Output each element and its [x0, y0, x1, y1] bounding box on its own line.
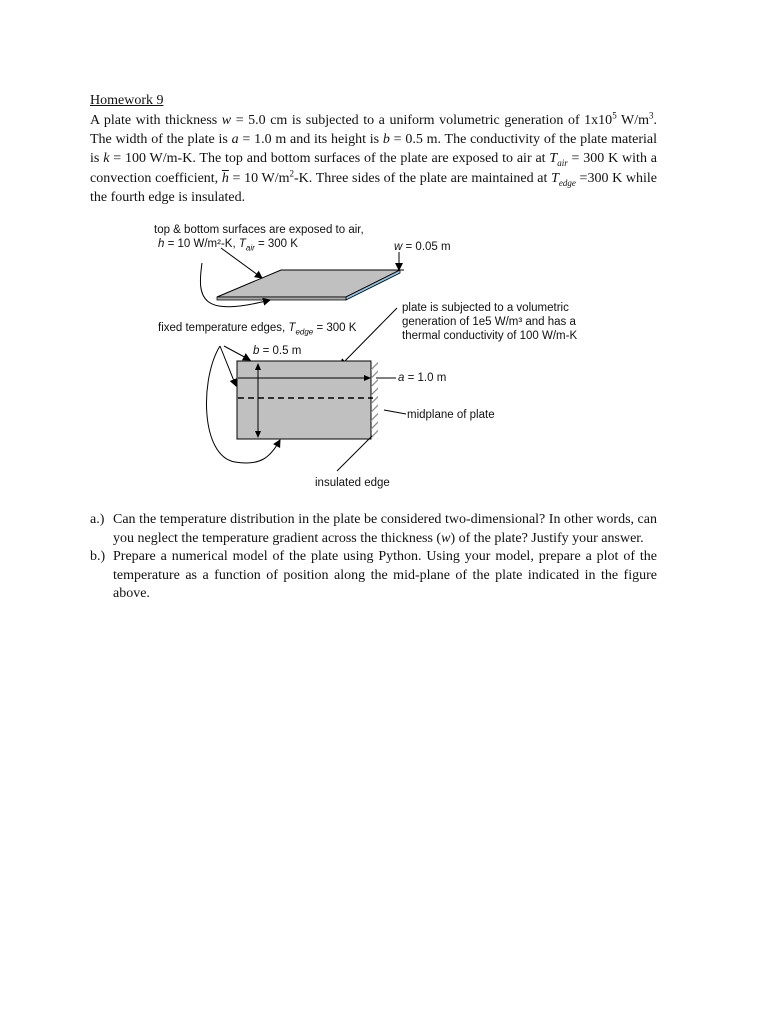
subscript-air: air — [557, 158, 568, 169]
label-w-value: = 0.05 m — [402, 241, 451, 253]
plate-diagram — [140, 218, 620, 498]
label-fixed-text: fixed temperature edges, — [158, 322, 289, 334]
problem-statement — [90, 111, 657, 207]
label-surfaces-line2a: = 10 W/m²-K, — [164, 238, 239, 250]
question-list — [90, 511, 657, 604]
label-generation-line2: generation of 1e5 W/m³ and has a — [402, 316, 576, 328]
intro-text: = 0.5 m. The conductivity of the plate material is — [90, 132, 657, 167]
symbol-b: b — [382, 132, 390, 148]
intro-text: -K. Three sides of the plate are maintained at — [294, 170, 552, 186]
label-surfaces — [154, 223, 364, 251]
symbol-a: a — [231, 132, 239, 148]
plate-3d-front — [217, 297, 346, 300]
symbol-h-bar: $\overline{h}$ — [221, 170, 229, 186]
label-air-subscript: air — [245, 243, 255, 253]
label-generation — [402, 301, 577, 343]
question-text: Prepare a numerical model of the plate using Python. Using your model, prepare a plot of the temperature as a function of position along the mid-plane of the plate indicated in the figure above. — [113, 549, 657, 601]
label-a-value: = 1.0 m — [404, 372, 447, 384]
intro-text: = 1.0 m and its height is — [238, 132, 383, 148]
intro-text: = 10 W/m — [228, 170, 290, 186]
label-a-symbol: a — [398, 372, 405, 384]
label-b-value: = 0.5 m — [259, 345, 302, 357]
plate-2d — [237, 361, 371, 439]
intro-text: = 100 W/m-K. The top and bottom surfaces of the plate are exposed to air at — [109, 151, 550, 167]
question-text: Can the temperature distribution in the plate be considered two-dimensional? In other words, can you neglect the temperature gradient across the thickness ( — [113, 512, 657, 546]
label-fixed-T-symbol: T — [288, 322, 296, 334]
question-a — [90, 511, 657, 548]
exponent: 2 — [289, 167, 295, 178]
leader-generation — [340, 308, 397, 366]
intro-text: = 5.0 cm is subjected to a uniform volumetric generation of 1x10 — [231, 113, 613, 128]
leader-top — [221, 248, 262, 278]
question-label: a.) — [90, 512, 105, 527]
label-midplane: midplane of plate — [407, 409, 495, 421]
label-surfaces-line2b: = 300 K — [254, 238, 298, 250]
page-title: Homework 9 — [90, 93, 164, 108]
label-fixed-edges — [158, 321, 356, 335]
exponent: 3 — [649, 110, 654, 121]
label-generation-line1: plate is subjected to a volumetric — [402, 302, 569, 314]
label-generation-line3: thermal conductivity of 100 W/m-K — [402, 330, 578, 342]
symbol-T: T — [551, 170, 559, 186]
label-h-symbol: h — [158, 238, 165, 250]
intro-text: A plate with thickness — [90, 113, 222, 128]
label-fixed-edge-subscript: edge — [295, 327, 314, 337]
symbol-w: w — [221, 113, 232, 128]
label-b-dimension — [253, 344, 301, 358]
leader-insulated — [337, 436, 372, 471]
label-fixed-value: = 300 K — [313, 322, 357, 334]
question-label: b.) — [90, 549, 106, 564]
symbol-T: T — [549, 151, 558, 167]
intro-text: . The width of the plate is — [90, 113, 657, 148]
question-text: ) of the plate? Justify your answer. — [450, 530, 644, 546]
intro-text: = 300 K with a convection coefficient, — [90, 151, 657, 186]
exponent: 5 — [612, 110, 617, 121]
insulated-hatch — [371, 361, 378, 439]
leader-fixed-2 — [220, 346, 236, 386]
label-T-symbol: T — [238, 238, 246, 250]
symbol-k: k — [103, 151, 110, 167]
label-w-symbol: w — [394, 241, 403, 253]
intro-text: =300 K while the fourth edge is insulated. — [90, 170, 657, 205]
plate-figure — [140, 218, 620, 498]
label-thickness — [394, 240, 451, 254]
midplane-leader — [384, 410, 406, 414]
label-b-symbol: b — [253, 345, 260, 357]
label-insulated-edge: insulated edge — [315, 477, 390, 489]
label-a-dimension — [398, 371, 446, 385]
leader-fixed-1 — [224, 346, 250, 360]
subscript-edge: edge — [558, 177, 576, 188]
label-surfaces-line1: top & bottom surfaces are exposed to air, — [154, 224, 364, 236]
symbol-w: w — [441, 530, 451, 546]
question-b — [90, 548, 657, 604]
intro-text: W/m — [616, 113, 649, 128]
